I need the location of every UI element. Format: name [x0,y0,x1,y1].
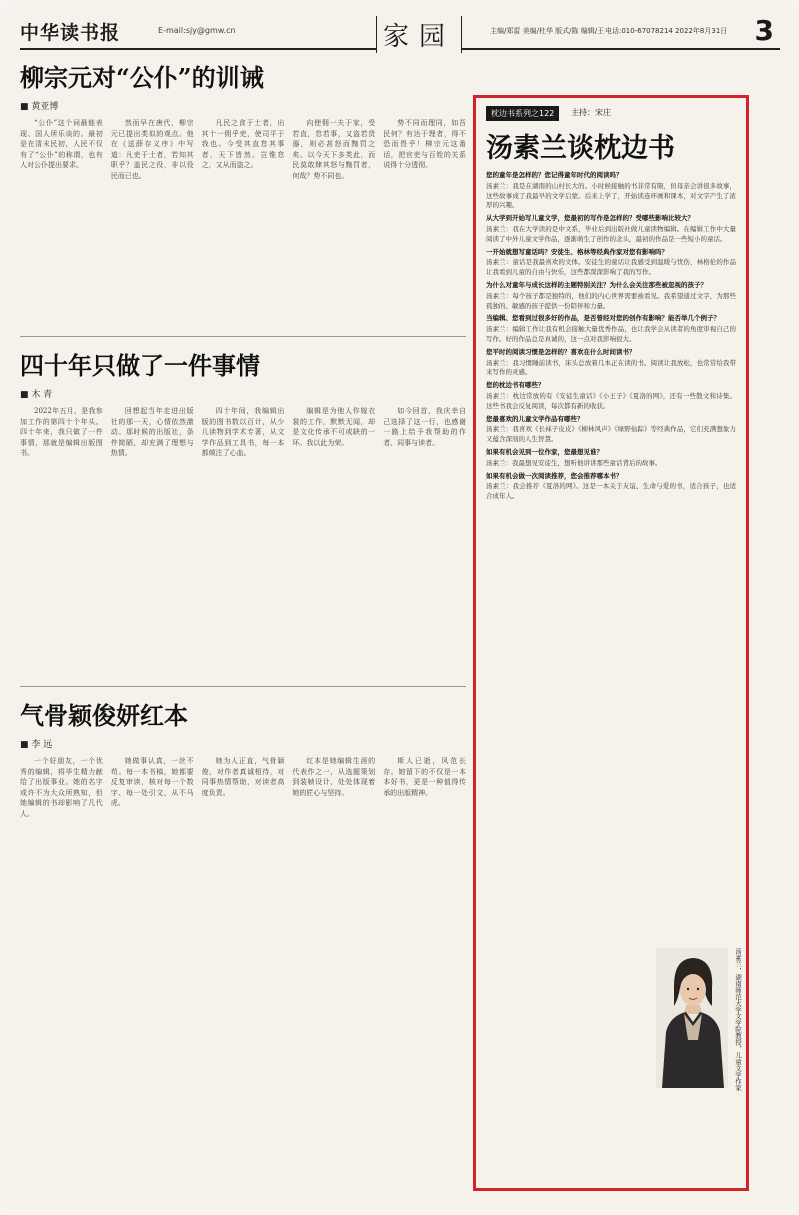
interview-question: 一开始就想写童话吗？安徒生、格林等经典作家对您有影响吗？ [486,247,668,256]
article-column: 如今回首，我庆幸自己选择了这一行，也感谢一路上给予我帮助的作者、同事与读者。 [383,407,466,447]
interview-question: 您的童年是怎样的？您记得童年时代的阅读吗？ [486,171,623,179]
interview-question: 如果有机会见到一位作家，您最想见谁？ [486,447,603,456]
page-number: 3 [754,14,774,47]
article-column: 2022年五月，是我参加工作的第四十个年头。四十年来，我只做了一件事情，那就是编辑出版图书。 [20,407,103,457]
article-author: ■ 李 远 [20,740,53,750]
article-title: 柳宗元对“公仆”的训诫 [20,63,264,92]
featured-interview-highlight [473,95,749,1191]
interview-question: 从大学到开始写儿童文学，您最初的写作是怎样的？受哪些影响比较大？ [486,214,694,223]
article-column: 势不同而理同，如吾民何？有达于理者，得不恐而畏乎！柳宗元这番话，把官吏与百姓的关系说得十分透彻。 [383,119,466,169]
photo-caption: 汤素兰，湖南师范大学文学院教授，儿童文学作家 [734,948,742,1091]
interview-question: 您的枕边书有哪些？ [486,381,545,390]
article-column: 然而早在唐代，柳宗元已提出类似的观点。他在《送薛存义序》中写道：凡吏于土者，若知其职乎？盖民之役，非以役民而已也。 [110,119,194,180]
article-forty-years [20,346,466,686]
article-author: ■ 黄亚博 [20,102,59,112]
article-column: 红本是她编辑生涯的代表作之一，从选题策划到装帧设计，处处体现着她的匠心与坚持。 [292,757,376,797]
divider [20,686,466,687]
article-column: 斯人已逝，风范长存。她留下的不仅是一本本好书，更是一种值得传承的出版精神。 [383,757,466,797]
masthead-date: 电话:010-67078214 2022年8月31日 [605,27,728,35]
article-column: 向使佣一夫于家，受若直，怠若事，又盗若货器，则必甚怒而黜罚之矣。以今天下多类此，而民莫敢肆其怒与黜罚者，何哉？势不同也。 [292,119,376,180]
article-column: 编辑是为他人作嫁衣裳的工作，默默无闻，却是文化传承不可或缺的一环。我以此为荣。 [292,407,376,447]
divider [20,336,466,337]
series-tag: 枕边书系列之122 [486,106,559,121]
article-column: 凡民之食于土者，出其十一佣乎吏，使司平于我也。今受其直怠其事者，天下皆然。岂惟怠之，又从而盗之。 [201,119,285,169]
article-column: 她为人正直，气骨颖俊，对作者真诚相待，对同事热情帮助，对读者高度负责。 [201,757,285,797]
article-column: 四十年间，我编辑出版的图书数以百计，从少儿读物到学术专著，从文学作品到工具书，每一本都倾注了心血。 [201,407,285,457]
interview-question: 当编辑、您看到过很多好的作品，是否曾经对您的创作有影响？能否举几个例子？ [486,314,720,323]
article-title: 气骨颖俊妍红本 [20,701,188,730]
article-title: 四十年只做了一件事情 [20,351,260,380]
host-credit: 主持：宋庄 [571,108,611,117]
interview-answer: 汤素兰：每个孩子都是独特的，他们的内心世界需要被看见。我希望通过文字，为那些孤独的、敏感的孩子提供一份陪伴和力量。 [486,291,736,310]
article-red-book [20,696,466,1196]
interview-question: 如果有机会做一次阅读推荐，您会推荐哪本书？ [486,471,623,480]
newspaper-page [6,6,793,1209]
masthead [20,14,780,50]
interview-answer: 汤素兰：枕边常放的有《安徒生童话》《小王子》《夏洛的网》，还有一些散文和诗集。这些书我会反复阅读，每次都有新的收获。 [486,391,736,410]
article-author: ■ 木 青 [20,390,53,400]
masthead-email: E-mail:sjy@gmw.cn [158,26,236,35]
article-column: “公仆”这个词最能表现、国人所乐谈的。最初是在清末民初，人民不仅有了“公仆”的称谓，也有人对公仆提出要求。 [20,119,103,169]
interview-answer: 汤素兰：我最想见安徒生，想听他讲讲那些童话背后的故事。 [486,458,662,467]
interview-answer: 汤素兰：编辑工作让我有机会接触大量优秀作品，也让我学会从读者的角度审视自己的写作。好的作品总是真诚的，这一点对我影响很大。 [486,325,736,343]
interview-question: 您最喜欢的儿童文学作品有哪些？ [486,414,584,423]
interview-answer: 汤素兰：我是在湖南的山村长大的。小时候接触的书非常有限，但母亲会讲很多故事，这些故事成了我最早的文学启蒙。后来上学了，开始读连环画和课本，对文字产生了浓厚的兴趣。 [486,181,736,210]
article-column: 回想起当年走进出版社的那一天，心情依然激动。那时候的出版社，条件简陋，却充满了理想与热情。 [110,407,194,457]
interview-question: 您平时的阅读习惯是怎样的？喜欢在什么时间读书？ [486,347,636,356]
portrait-photo [656,948,728,1088]
interview-answer: 汤素兰：我在大学读的是中文系，毕业后到出版社做儿童读物编辑。在编辑工作中大量阅读了中外儿童文学作品，逐渐萌生了创作的念头，最初的作品是一些短小的童话。 [486,224,736,243]
interview-answer: 汤素兰：童话是我最喜欢的文体。安徒生的童话让我感受到温暖与忧伤，林格伦的作品让我看到儿童的自由与快乐，这些都深深影响了我的写作。 [486,258,736,277]
masthead-editors: 主编/郑雷 美编/杜华 版式/陈 编辑/王 [490,27,605,35]
feature-title: 汤素兰谈枕边书 [486,133,675,164]
interview-answer: 汤素兰：我会推荐《夏洛的网》。这是一本关于友谊、生命与爱的书，适合孩子，也适合成年人。 [486,482,736,501]
newspaper-logo: 中华读书报 [20,22,121,44]
section-title: 家园 [376,16,462,53]
interview-question: 为什么对童年与成长这样的主题特别关注？为什么会关注那些被忽视的孩子？ [486,280,707,289]
article-column: 一个好朋友，一个优秀的编辑，将毕生精力献给了出版事业。她的名字或许不为大众所熟知，但她编辑的书却影响了几代人。 [20,757,103,818]
interview-answer: 汤素兰：我习惯睡前读书，床头总放着几本正在读的书。阅读让我放松，也常常给我带来写作的灵感。 [486,358,736,377]
interview-answer: 汤素兰：我喜欢《长袜子皮皮》《柳林风声》《绿野仙踪》等经典作品，它们充满想象力又蕴含深刻的人生智慧。 [486,425,736,444]
article-liu-zongyuan [20,58,466,358]
article-column: 她做事认真，一丝不苟。每一本书稿，她都要反复审读，核对每一个数字、每一处引文，从不马虎。 [110,757,194,807]
portrait-illustration [656,948,728,1088]
